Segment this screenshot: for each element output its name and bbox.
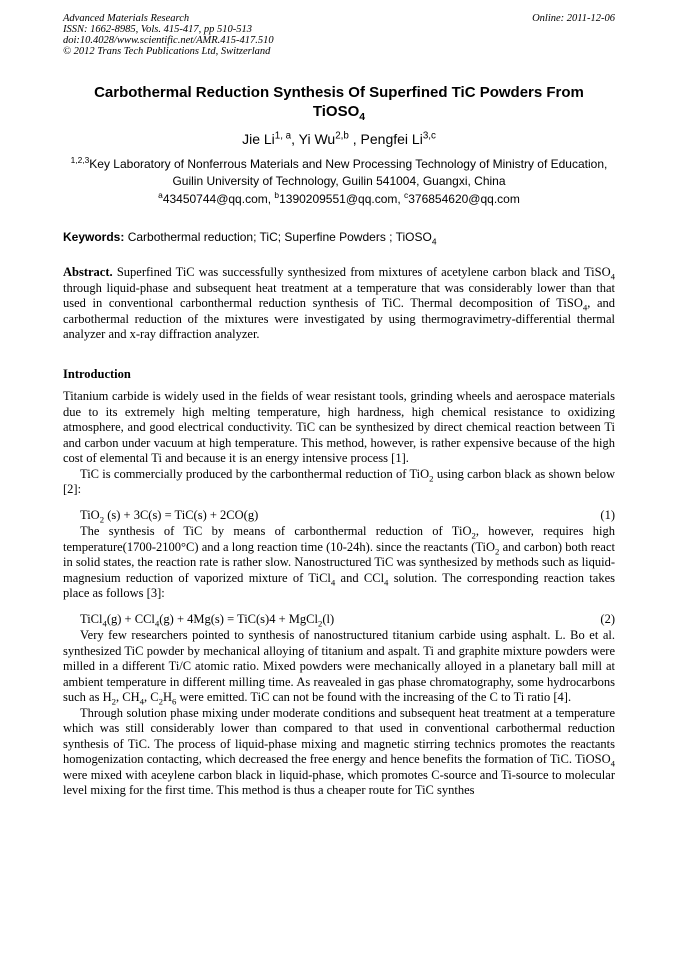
intro-paragraph-4 [63,628,615,706]
intro-paragraph-1: Titanium carbide is widely used in the fields of wear resistant tools, grinding wheels and aerospace materials due to its extremely high melting temperature, high hardness, high chemical resistance to oxidizing atmosphere, and good electrical conductivity. TiC can be synthesized by direct chemical reaction between Ti and carbon under vacuum at high temperature. This method, however, is rather expensive because of the high cost of elemental Ti and because it is an energy intensive process [1]. [63,389,615,465]
introduction-body [63,389,615,799]
email-b[interactable]: 1390209551@qq.com [279,192,398,206]
issn-line: ISSN: 1662-8985, Vols. 415-417, pp 510-513 [63,24,252,35]
keywords [63,230,615,245]
email-separator: , [397,192,405,206]
abstract-paragraph [63,265,615,343]
subscript: 2 [429,473,434,483]
intro-paragraph-5 [63,706,615,799]
subscript: 4 [610,271,615,282]
paragraph-text: using carbon black as shown below [2]: [63,466,615,496]
subscript: 2 [317,618,323,628]
abstract-text: through liquid-phase and subsequent heat treatment at a temperature that was considerably lower than that used in conventional carbonthermal reduction synthesis of TiC. Thermal decomposition of TiSO [63,280,615,310]
paragraph-text: , however, requires high temperature(1700-2100°C) and a long reaction time (10-24h). since the reactants (TiO [63,524,615,554]
equation-part: (g) + 4Mg(s) = TiC(s)4 + MgCl [159,611,318,626]
subscript: 2 [495,546,500,556]
abstract-text: Superfined TiC was successfully synthesized from mixtures of acetylene carbon black and TiSO [112,265,611,279]
email-a[interactable]: 43450744@qq.com [162,192,268,206]
subscript: 4 [582,302,588,313]
title-subscript: 4 [359,111,366,123]
paragraph-text: , CH [115,690,140,704]
keywords-text: Carbothermal reduction; TiC; Superfine Powders ; TiOSO [124,230,432,244]
journal-name: Advanced Materials Research [63,13,190,24]
author-3: Pengfei Li [360,131,423,147]
author-1-sup: 1, a [274,130,292,142]
email-a-sup: a [158,190,163,200]
section-heading-introduction: Introduction [63,367,131,381]
equation-part: (g) + CCl [106,611,155,626]
author-list [63,130,615,148]
equation-part: (l) [322,611,335,626]
subscript: 4 [139,696,144,707]
paragraph-text: H [162,690,172,704]
affiliation [63,156,615,190]
doi-line[interactable]: doi:10.4028/www.scientific.net/AMR.415-417.510 [63,35,274,46]
paragraph-text: , C [143,690,159,704]
subscript: 2 [158,696,163,707]
equation-1 [63,508,615,524]
equation-1-text [80,508,258,524]
equation-2-text [80,612,334,628]
paragraph-text: were emitted. TiC can not be found with the increasing of the C to Ti ratio [4]. [176,690,572,704]
paragraph-text: solution. The corresponding reaction takes place as follows [3]: [63,570,615,600]
paragraph-text: Very few researchers pointed to synthesis of nanostructured titanium carbide using asphalt. L. Bo et al. synthesized TiC powder by mechanical alloying of titanium and aspalt. Ti and graphite mixture powders were milled in a different Ti/C atomic ratio. Mixed powders were mechanically alloyed in a planetary ball mill at ambient temperature in different milling time. As reavealed in gas phase chromatography, some hydrocarbons such as H [63,628,615,704]
keywords-subscript: 4 [431,236,437,247]
title-line-1: Carbothermal Reduction Synthesis Of Superfined TiC Powders From [94,84,584,101]
paragraph-text: Through solution phase mixing under moderate conditions and subsequent heat treatment at a temperature which was still considerably lower than compared to that used in conventional carbothermal reduction synthesis of TiC. The process of liquid-phase mixing and magnetic stirring technics promotes the reactants homogenization contacting, which decreased the free energy and hence benefits the formation of TiC. TiOSO [63,705,615,766]
subscript: 2 [99,514,105,524]
subscript: 2 [471,530,476,541]
title-line-2 [63,102,615,121]
abstract-text: , and carbothermal reduction of the mixtures were investigated by using thermogravimetry-differential thermal analyzer and x-ray diffraction analyzer. [63,296,615,341]
copyright-line: © 2012 Trans Tech Publications Ltd, Switzerland [63,46,271,57]
author-2-sup: 2,b [335,130,349,142]
affiliation-line-1 [63,156,615,173]
intro-paragraph-2 [63,467,615,498]
paragraph-text: were mixed with aceylene carbon black in liquid-phase, which promotes C-source and Ti-source to molecular level mixing for the first time. This method is thus a cheaper route for TiC synthes [63,767,615,797]
paragraph-text: and CCl [335,570,385,585]
intro-paragraph-3 [63,524,615,602]
subscript: 4 [610,758,615,769]
subscript: 4 [384,577,389,587]
equation-1-number: (1) [600,507,615,522]
author-separator: , [348,131,361,147]
email-c[interactable]: 376854620@qq.com [408,192,520,206]
email-b-sup: b [274,190,280,200]
equation-2-number: (2) [600,611,615,626]
equation-part: (s) + 3C(s) = TiC(s) + 2CO(g) [104,507,259,522]
subscript: 2 [111,696,116,707]
email-c-sup: c [404,190,409,200]
author-2: Yi Wu [298,131,336,147]
affiliation-line-2: Guilin University of Technology, Guilin 541004, Guangxi, China [172,174,506,188]
subscript: 4 [330,577,336,587]
equation-2 [63,612,615,628]
subscript: 4 [154,618,160,628]
paragraph-text: TiC is commercially produced by the carbonthermal reduction of TiO [80,466,430,481]
paper-title [63,83,615,121]
email-separator: , [267,192,275,206]
abstract [63,265,615,343]
online-date: Online: 2011-12-06 [532,13,615,24]
equation-part: TiCl [80,611,103,626]
title-text: TiOSO [312,103,360,120]
affiliation-sup: 1,2,3 [70,155,90,165]
author-emails [63,192,615,207]
author-3-sup: 3,c [422,130,436,142]
paragraph-text: The synthesis of TiC by means of carbonthermal reduction of TiO [80,524,472,538]
keywords-label: Keywords: [63,230,125,244]
author-1: Jie Li [242,131,275,147]
affiliation-text: Key Laboratory of Nonferrous Materials and New Processing Technology of Ministry of Education, [89,157,608,171]
subscript: 4 [102,618,107,628]
subscript: 6 [171,696,177,707]
abstract-label: Abstract. [63,265,113,279]
journal-header [63,13,615,57]
paragraph-text: and carbon) both react in solid states, the reaction rate is rather slow. Nanostructured TiC was synthesized by methods such as liquid-magnesium reduction of vaporized mixture of TiCl [63,539,616,585]
author-separator: , [291,131,299,147]
equation-part: TiO [80,507,100,522]
